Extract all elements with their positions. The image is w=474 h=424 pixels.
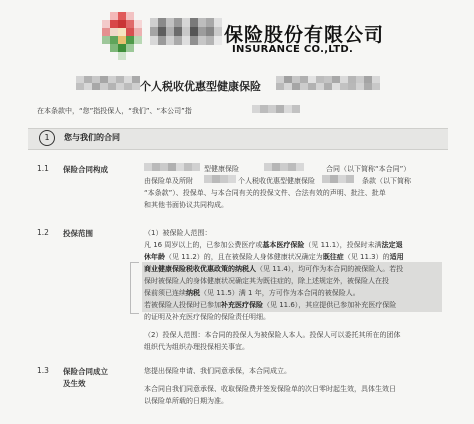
clause-text: 若被保险人投保时已参加补充医疗保险（见 11.6），其应提供已参加补充医疗保险 (144, 301, 397, 309)
clause-text: 保前须已连续纳税（见 11.5）满 1 年，方可作为本合同的被保险人。 (144, 289, 360, 297)
clause-label: 保险合同成立 (63, 367, 108, 376)
clause-label-continued: 及生效 (63, 379, 86, 388)
clause-text: 本合同自我们同意承保、收取保险费并签发保险单的次日零时起生效，具体生效日 (144, 385, 396, 393)
clause-text: 条款（以下简称 (362, 177, 411, 185)
clause-text: 合同（以下简称“本合同”） (326, 165, 411, 173)
clause-text: 保时被保险人的身体健康状况确定其为既往症的，除上述规定外，被保险人在投 (144, 277, 389, 285)
company-logo (92, 12, 152, 60)
redacted-inline (264, 163, 304, 171)
company-name: 保险股份有限公司 (224, 24, 385, 46)
company-name-english: INSURANCE CO.,LTD. (232, 44, 354, 55)
clause-text: 以保险单所载的日期为准。 (144, 397, 228, 405)
redacted-inline (204, 175, 236, 183)
clause-number: 1.3 (37, 366, 49, 375)
clause-text: “本条款”）、投保单、与本合同有关的投保文件、合法有效的声明、批注、批单 (144, 189, 386, 197)
clause-label: 投保范围 (63, 229, 93, 238)
redacted-company-prefix (150, 18, 222, 44)
redacted-title-suffix (276, 76, 380, 90)
clause-number: 1.2 (37, 228, 49, 237)
clause-text: 型健康保险 (204, 165, 239, 173)
section-number-circle: 1 (39, 130, 55, 146)
bracket-line (130, 262, 139, 314)
clause-text: 的证明及补充医疗保险的保险责任明细。 (144, 313, 270, 321)
clause-text: 和其他书面协议共同构成。 (144, 201, 228, 209)
clause-text: 凡 16 周岁以上的，已参加公费医疗或基本医疗保险（见 11.1），投保时未满法定退 (144, 241, 403, 249)
clause-text: 休年龄（见 11.2）的，且在被保险人身体健康状况确定为既往症（见 11.3）的适用 (144, 253, 404, 261)
redacted-title-prefix (76, 76, 140, 90)
clause-text: （1）被保险人范围： (144, 229, 212, 237)
section-title: 您与我们的合同 (64, 133, 120, 142)
logo-mosaic-icon (92, 12, 152, 60)
redacted-inline (322, 175, 354, 183)
clause-text: 个人税收优惠型健康保险 (238, 177, 315, 185)
clause-text: 商业健康保险税收优惠政策的纳税人（见 11.4），均可作为本合同的被保险人。若投 (144, 265, 404, 273)
clause-text: 组织代为组织办理投保相关事宜。 (144, 343, 249, 351)
document-title: 个人税收优惠型健康保险 (140, 80, 261, 93)
clause-text: 由保险单及所附 (144, 177, 193, 185)
clause-text: （2）投保人范围：本合同的投保人为被保险人本人。投保人可以委托其所在的团体 (144, 331, 401, 339)
intro-text: 在本条款中，“您”指投保人，“我们”、“本公司”指 (37, 107, 192, 115)
redacted-intro-suffix (252, 105, 300, 113)
clause-number: 1.1 (37, 164, 49, 173)
redacted-product-name (144, 163, 200, 171)
clause-label: 保险合同构成 (63, 165, 108, 174)
clause-text: 您提出保险申请、我们同意承保，本合同成立。 (144, 367, 291, 375)
